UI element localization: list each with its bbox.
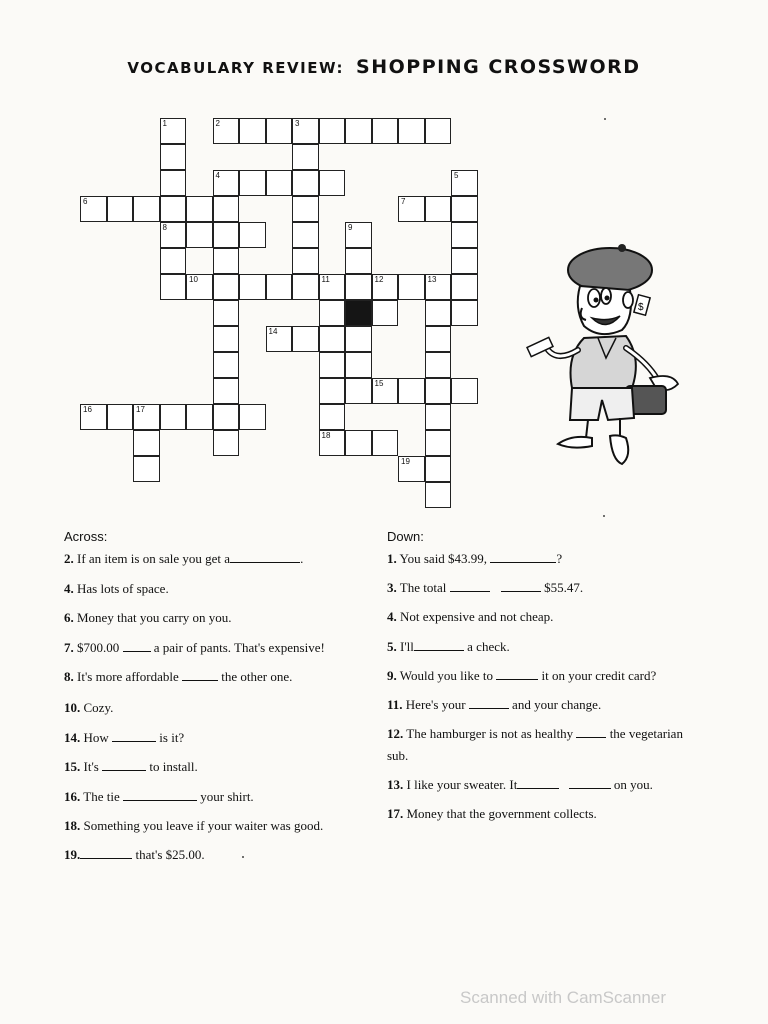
grid-cell[interactable] bbox=[160, 144, 187, 170]
grid-cell[interactable] bbox=[213, 274, 240, 300]
grid-cell[interactable] bbox=[319, 326, 346, 352]
grid-cell[interactable] bbox=[292, 326, 319, 352]
grid-cell[interactable] bbox=[266, 326, 293, 352]
grid-cell[interactable] bbox=[425, 352, 452, 378]
grid-number: 14 bbox=[268, 327, 278, 336]
grid-cell[interactable] bbox=[133, 196, 160, 222]
grid-cell[interactable] bbox=[451, 378, 478, 404]
scan-speck bbox=[603, 515, 605, 517]
grid-number: 7 bbox=[401, 197, 406, 206]
title-main: SHOPPING CROSSWORD bbox=[356, 56, 641, 78]
across-heading: Across: bbox=[64, 529, 108, 544]
grid-cell[interactable] bbox=[213, 118, 240, 144]
grid-cell[interactable] bbox=[266, 118, 293, 144]
grid-cell[interactable] bbox=[319, 352, 346, 378]
grid-cell[interactable] bbox=[425, 456, 452, 482]
grid-cell[interactable] bbox=[451, 222, 478, 248]
across-clue-4: 4. Has lots of space. bbox=[64, 581, 169, 596]
grid-cell[interactable] bbox=[160, 404, 187, 430]
across-clue-2: 2. If an item is on sale you get a . bbox=[64, 551, 304, 566]
grid-cell[interactable] bbox=[80, 196, 107, 222]
grid-cell[interactable] bbox=[292, 118, 319, 144]
grid-cell[interactable] bbox=[239, 170, 266, 196]
grid-number: 2 bbox=[215, 119, 220, 128]
grid-cell[interactable] bbox=[425, 430, 452, 456]
grid-cell-blocked bbox=[345, 300, 372, 326]
grid-cell[interactable] bbox=[345, 326, 372, 352]
grid-cell[interactable] bbox=[451, 248, 478, 274]
grid-number: 1 bbox=[162, 119, 167, 128]
grid-cell[interactable] bbox=[345, 352, 372, 378]
down-heading: Down: bbox=[387, 529, 424, 544]
grid-cell[interactable] bbox=[160, 196, 187, 222]
grid-number: 5 bbox=[454, 171, 459, 180]
grid-cell[interactable] bbox=[345, 274, 372, 300]
grid-cell[interactable] bbox=[398, 196, 425, 222]
scan-speck bbox=[604, 118, 606, 120]
grid-cell[interactable] bbox=[292, 170, 319, 196]
grid-cell[interactable] bbox=[372, 378, 399, 404]
grid-cell[interactable] bbox=[319, 378, 346, 404]
across-clue-6: 6. Money that you carry on you. bbox=[64, 610, 232, 625]
grid-cell[interactable] bbox=[345, 430, 372, 456]
grid-cell[interactable] bbox=[425, 482, 452, 508]
grid-cell[interactable] bbox=[372, 430, 399, 456]
grid-number: 8 bbox=[162, 223, 167, 232]
grid-number: 17 bbox=[136, 405, 145, 414]
scan-speck bbox=[242, 856, 244, 858]
grid-cell[interactable] bbox=[213, 196, 240, 222]
down-clue-9: 9. Would you like to it on your credit card? bbox=[387, 668, 657, 683]
grid-cell[interactable] bbox=[372, 300, 399, 326]
grid-number: 15 bbox=[374, 379, 384, 388]
grid-cell[interactable] bbox=[345, 378, 372, 404]
grid-cell[interactable] bbox=[451, 196, 478, 222]
grid-cell[interactable] bbox=[292, 248, 319, 274]
grid-cell[interactable] bbox=[451, 300, 478, 326]
grid-cell[interactable] bbox=[319, 430, 346, 456]
down-clue-17: 17. Money that the government collects. bbox=[387, 806, 597, 821]
title-prefix: VOCABULARY REVIEW: bbox=[127, 59, 345, 77]
grid-cell[interactable] bbox=[186, 274, 213, 300]
grid-cell[interactable] bbox=[398, 378, 425, 404]
grid-cell[interactable] bbox=[398, 118, 425, 144]
grid-cell[interactable] bbox=[345, 222, 372, 248]
grid-cell[interactable] bbox=[213, 170, 240, 196]
price-tag-text: $ bbox=[638, 302, 644, 313]
grid-cell[interactable] bbox=[451, 170, 478, 196]
grid-cell[interactable] bbox=[186, 404, 213, 430]
grid-cell[interactable] bbox=[213, 430, 240, 456]
down-clue-5: 5. I'll a check. bbox=[387, 639, 510, 654]
across-clue-10: 10. Cozy. bbox=[64, 700, 114, 715]
grid-cell[interactable] bbox=[425, 404, 452, 430]
grid-cell[interactable] bbox=[345, 248, 372, 274]
grid-cell[interactable] bbox=[160, 274, 187, 300]
grid-cell[interactable] bbox=[239, 404, 266, 430]
grid-number: 6 bbox=[83, 197, 88, 206]
grid-cell[interactable] bbox=[266, 274, 293, 300]
across-clue-14: 14. How is it? bbox=[64, 730, 185, 745]
grid-cell[interactable] bbox=[398, 456, 425, 482]
grid-cell[interactable] bbox=[292, 196, 319, 222]
grid-number: 19 bbox=[401, 457, 410, 466]
grid-cell[interactable] bbox=[425, 300, 452, 326]
grid-cell[interactable] bbox=[133, 404, 160, 430]
grid-number: 3 bbox=[295, 119, 300, 128]
grid-cell[interactable] bbox=[107, 404, 134, 430]
grid-cell[interactable] bbox=[345, 118, 372, 144]
grid-cell[interactable] bbox=[186, 222, 213, 248]
grid-cell[interactable] bbox=[425, 326, 452, 352]
grid-cell[interactable] bbox=[213, 352, 240, 378]
grid-cell[interactable] bbox=[451, 274, 478, 300]
grid-cell[interactable] bbox=[213, 248, 240, 274]
grid-cell[interactable] bbox=[319, 118, 346, 144]
down-clue-12: 12. The hamburger is not as healthy the vegetarian sub. bbox=[387, 726, 683, 763]
grid-number: 18 bbox=[321, 431, 331, 440]
grid-cell[interactable] bbox=[292, 222, 319, 248]
across-clue-15: 15. It's to install. bbox=[64, 759, 198, 774]
grid-number: 13 bbox=[427, 275, 437, 284]
grid-number: 4 bbox=[215, 171, 220, 180]
grid-cell[interactable] bbox=[80, 404, 107, 430]
down-clue-13: 13. I like your sweater. It on you. bbox=[387, 777, 653, 792]
grid-number: 16 bbox=[83, 405, 92, 414]
grid-number: 9 bbox=[348, 223, 353, 232]
grid-cell[interactable] bbox=[372, 118, 399, 144]
grid-cell[interactable] bbox=[213, 222, 240, 248]
across-clue-19: 19. that's $25.00. bbox=[64, 847, 205, 862]
shopper-cartoon bbox=[522, 238, 687, 473]
scanner-watermark: Scanned with CamScanner bbox=[460, 988, 667, 1007]
grid-cell[interactable] bbox=[398, 274, 425, 300]
across-clue-18: 18. Something you leave if your waiter was good. bbox=[64, 818, 324, 833]
grid-number: 12 bbox=[374, 275, 384, 284]
down-clue-3: 3. The total $55.47. bbox=[387, 580, 584, 595]
grid-cell[interactable] bbox=[319, 404, 346, 430]
grid-cell[interactable] bbox=[239, 118, 266, 144]
grid-cell[interactable] bbox=[425, 274, 452, 300]
grid-cell[interactable] bbox=[292, 274, 319, 300]
grid-cell[interactable] bbox=[425, 378, 452, 404]
grid-cell[interactable] bbox=[425, 118, 452, 144]
grid-cell[interactable] bbox=[425, 196, 452, 222]
grid-cell[interactable] bbox=[107, 196, 134, 222]
grid-cell[interactable] bbox=[133, 456, 160, 482]
grid-number: 10 bbox=[189, 275, 198, 284]
down-clue-11: 11. Here's your and your change. bbox=[387, 697, 602, 712]
grid-cell[interactable] bbox=[239, 274, 266, 300]
grid-cell[interactable] bbox=[160, 248, 187, 274]
grid-cell[interactable] bbox=[292, 144, 319, 170]
grid-cell[interactable] bbox=[160, 118, 187, 144]
across-clue-16: 16. The tie your shirt. bbox=[64, 789, 254, 804]
grid-cell[interactable] bbox=[213, 300, 240, 326]
down-clue-1: 1. You said $43.99, ? bbox=[387, 551, 563, 566]
grid-cell[interactable] bbox=[372, 274, 399, 300]
grid-cell[interactable] bbox=[160, 222, 187, 248]
grid-cell[interactable] bbox=[213, 404, 240, 430]
grid-cell[interactable] bbox=[160, 170, 187, 196]
grid-cell[interactable] bbox=[266, 170, 293, 196]
grid-cell[interactable] bbox=[319, 170, 346, 196]
grid-cell[interactable] bbox=[133, 430, 160, 456]
grid-cell[interactable] bbox=[319, 274, 346, 300]
down-clue-4: 4. Not expensive and not cheap. bbox=[387, 609, 554, 624]
across-clue-7: 7. $700.00 a pair of pants. That's expensive! bbox=[64, 640, 325, 655]
grid-cell[interactable] bbox=[319, 300, 346, 326]
grid-cell[interactable] bbox=[239, 222, 266, 248]
grid-cell[interactable] bbox=[186, 196, 213, 222]
grid-number: 11 bbox=[321, 275, 330, 284]
across-clue-8: 8. It's more affordable the other one. bbox=[64, 669, 293, 684]
grid-cell[interactable] bbox=[213, 378, 240, 404]
grid-cell[interactable] bbox=[213, 326, 240, 352]
